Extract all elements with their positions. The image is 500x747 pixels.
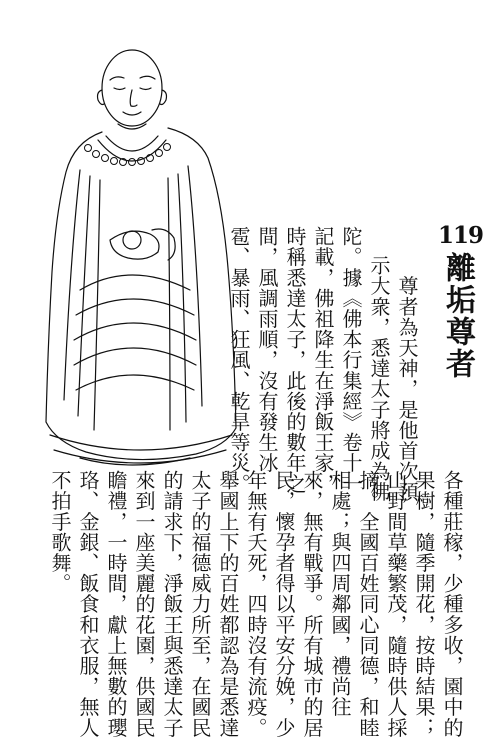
text-column: 民，懷孕者得以平安分娩，少 (272, 470, 296, 738)
text-column: 陀。據《佛本行集經》卷十一 (339, 226, 363, 494)
text-column: 雹、暴雨、狂風、乾旱等災。 (227, 226, 251, 494)
text-column: 相處；與四周鄰國，禮尚往 (328, 470, 352, 718)
text-column: 各種莊稼，少種多收，園中的 (440, 470, 464, 738)
text-column: 舉國上下的百姓都認為是悉達 (216, 470, 240, 738)
text-column: 摘。全國百姓同心同德，和睦 (356, 470, 380, 738)
text-column: 年無有夭死，四時沒有流疫。 (244, 470, 268, 738)
text-column: 不拍手歌舞。 (48, 470, 72, 594)
text-column: 珞、金銀、飯食和衣服，無人 (76, 470, 100, 738)
text-column: 果樹，隨季開花，按時結果； (412, 470, 436, 738)
text-column: 間，風調雨順，沒有發生冰 (255, 226, 279, 474)
text-column: 記載，佛祖降生在淨飯王家， (311, 226, 335, 494)
arhat-illustration (40, 40, 240, 480)
text-column: 時稱悉達太子，此後的數年之 (283, 226, 307, 494)
arhat-number: 119 (438, 222, 484, 249)
text-column: 瞻禮，一時間，獻上無數的瓔 (104, 470, 128, 738)
text-column: 太子的福德威力所至，在國民 (188, 470, 212, 738)
text-column: 來，無有戰爭。所有城市的居 (300, 470, 324, 738)
text-column: 尊者為天神，是他首次預 (395, 255, 419, 503)
text-column: 來到一座美麗的花園，供國民 (132, 470, 156, 738)
arhat-title: 離垢尊者 (440, 252, 475, 380)
text-column: 的請求下，淨飯王與悉達太子 (160, 470, 184, 738)
text-column: 山野間草藥繁茂，隨時供人採 (384, 470, 408, 738)
text-column: 示大衆，悉達太子將成為佛 (367, 255, 391, 503)
